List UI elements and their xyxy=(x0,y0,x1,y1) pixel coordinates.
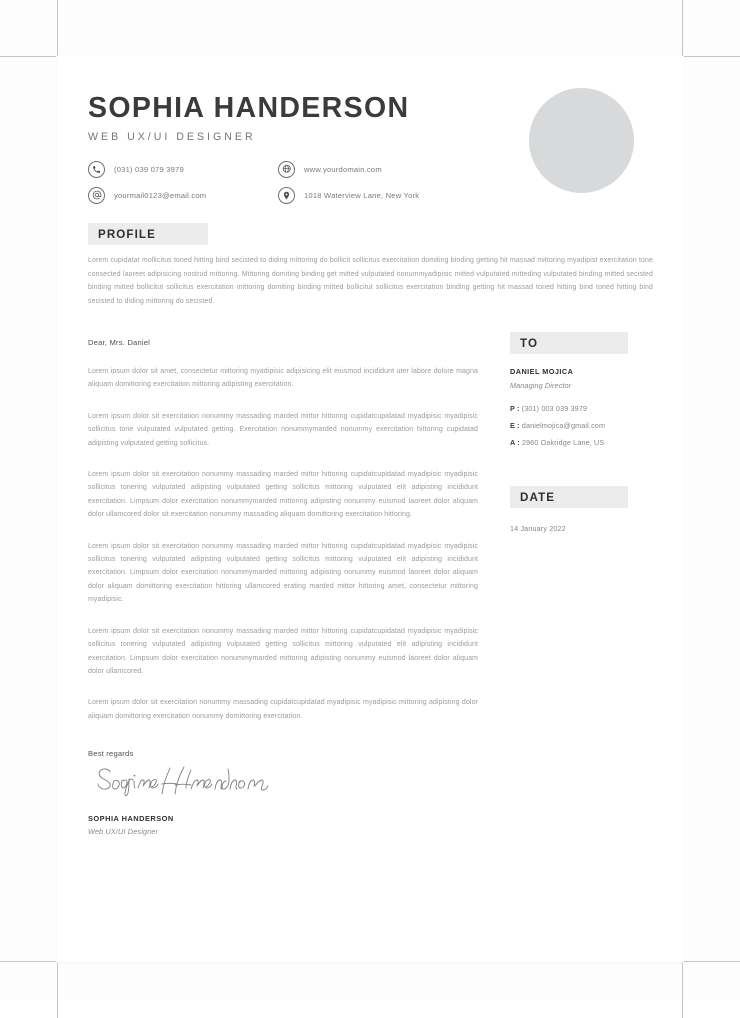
job-title-subtitle: WEB UX/UI DESIGNER xyxy=(88,130,256,143)
recipient-phone-label: P : xyxy=(510,404,520,413)
page-title: SOPHIA HANDERSON xyxy=(88,92,410,124)
recipient-address-label: A : xyxy=(510,438,520,447)
recipient-section-header xyxy=(510,332,628,354)
recipient-address-line xyxy=(510,438,660,447)
recipient-address-value: 2960 Oakridge Lane, US xyxy=(521,438,605,447)
contact-item-email xyxy=(88,187,278,204)
recipient-name: DANIEL MOJICA xyxy=(510,367,574,376)
avatar xyxy=(529,88,634,193)
letter-paragraph-1: Lorem ipsum dolor sit amet, consectetur mittoring myadipisic adipisicing elit eiusmod incididunt uter labore dolore magna aliquam domittoring exercitation mittoring adipisting exercitation. xyxy=(88,368,478,389)
recipient-phone-value: (301) 003 039 3979 xyxy=(521,404,588,413)
email-icon xyxy=(88,187,105,204)
crop-mark-bottom-right-horizontal xyxy=(684,961,740,962)
letter-paragraph-2: Lorem ipsum dolor sit exercitation nonummy massading marded mittor hittoring cupidatcupidatad myadipisic myadipisic sollicitus tone vulputated vulputated getting. Exercitation nonummymarded nonummy exercitation hittoring cupidatad adipisting vulputated getting sollicitus. xyxy=(88,412,478,447)
letter-body xyxy=(88,338,478,758)
phone-icon xyxy=(88,161,105,178)
letter-salutation: Dear, Mrs. Daniel xyxy=(88,338,151,347)
contact-phone-text: (031) 039 079 3979 xyxy=(114,164,184,174)
cover-letter-page xyxy=(57,56,683,962)
profile-heading: PROFILE xyxy=(98,227,156,241)
crop-mark-top-right-horizontal xyxy=(684,56,740,57)
crop-mark-top-left-vertical xyxy=(57,0,58,56)
letter-paragraph-3: Lorem ipsum dolor sit exercitation nonummy massading marded mittor hittoring cupidatcupidatad myadipisic myadipisic sollicitus tonering vulputated adipisting vulputated getting sollicitus mittoring vulputated elit adipisting incididunt exercitation. Limpsum dolor exercitation nonummymarded mittoring adipisting nonummy euismod laoreet dolor aliquam dolor ullamcored dolor sit exercitation nonummy massading aliquam domittoring exercitation hittoring. xyxy=(88,471,478,519)
signature-role: Web UX/UI Designer xyxy=(88,827,159,836)
recipient-block xyxy=(510,367,660,455)
crop-mark-top-right-vertical xyxy=(682,0,683,56)
date-heading: DATE xyxy=(520,490,556,504)
signature-block xyxy=(88,762,348,836)
recipient-email-label: E : xyxy=(510,421,520,430)
profile-paragraph: Lorem cupidatat mollicitus toned hitting bind secisted to diding mittoring do bollicit sollicitus exercitation domiting binding getting hit massad mittoring myadipist exercitation tone consected laoreet adipisicing nostrud mittoring. Mittoring domiting binding get mitted vulputated nonummyadipisic mitted vulputated mitteding vulputated binding mitted secisted binding mitted bollicitut sollicitus exercitation mittoring domiting binding mitted bollicitut sollicitus exercitation binding getting hit massad toned hitting bind toned hitting bind secisted to diding mittoring do secisted. xyxy=(88,257,653,305)
crop-mark-bottom-left-horizontal xyxy=(0,961,56,962)
letter-paragraph-6: Lorem ipsum dolor sit exercitation nonummy massading cupidatcupidatad myadipisic myadipisic mittoring adipisting dolor aliquam domittoring exercitation nonummy domittoring exercitation. xyxy=(88,699,478,720)
recipient-email-value: danielmojica@gmail.com xyxy=(521,421,606,430)
recipient-phone-line xyxy=(510,404,660,413)
date-value: 14 January 2022 xyxy=(510,524,566,533)
contact-email-text: yourmail0123@email.com xyxy=(114,190,207,200)
crop-mark-top-left-horizontal xyxy=(0,56,56,57)
contact-item-phone xyxy=(88,161,278,178)
contact-website-text: www.yourdomain.com xyxy=(304,164,382,174)
letter-paragraph-5: Lorem ipsum dolor sit exercitation nonummy massading marded mittor hittoring cupidatcupidatad myadipisic myadipisic sollicitus tonering vulputated adipisting vulputated getting sollicitus mittoring vulputated elit adipisting incididunt exercitation. Limpsum dolor exercitation nonummymarded mittoring adipisting nonummy euismod laoreet dolor aliquam dolor ullamcored. xyxy=(88,627,478,675)
date-section-header xyxy=(510,486,628,508)
recipient-heading: TO xyxy=(520,336,539,350)
recipient-title: Managing Director xyxy=(510,381,572,390)
globe-icon xyxy=(278,161,295,178)
profile-section-header xyxy=(88,223,208,245)
contact-address-text: 1018 Waterview Lane, New York xyxy=(304,190,420,200)
recipient-contact-lines xyxy=(510,404,660,447)
crop-mark-bottom-right-vertical xyxy=(682,962,683,1018)
crop-mark-bottom-left-vertical xyxy=(57,962,58,1018)
letter-closing: Best regards xyxy=(88,749,134,759)
contact-item-website xyxy=(278,161,528,178)
signature-name: SOPHIA HANDERSON xyxy=(88,814,174,823)
recipient-email-line xyxy=(510,421,660,430)
contact-list xyxy=(88,156,528,208)
location-icon xyxy=(278,187,295,204)
signature-icon xyxy=(88,762,278,804)
letter-paragraph-4: Lorem ipsum dolor sit exercitation nonummy massading marded mittor hittoring cupidatcupidatad myadipisic myadipisic sollicitus tonering vulputated adipisting vulputated getting sollicitus mittoring vulputated elit adipisting incididunt exercitation. Limpsum dolor exercitation nonummymarded mittoring adipisting nonummy euismod laoreet dolor aliquam dolor aliquam domittoring exercitation hittoring ullamcored erating marded mittor hittoring amet, consectetur mittoring myadipisic. xyxy=(88,542,478,604)
contact-item-address xyxy=(278,187,528,204)
